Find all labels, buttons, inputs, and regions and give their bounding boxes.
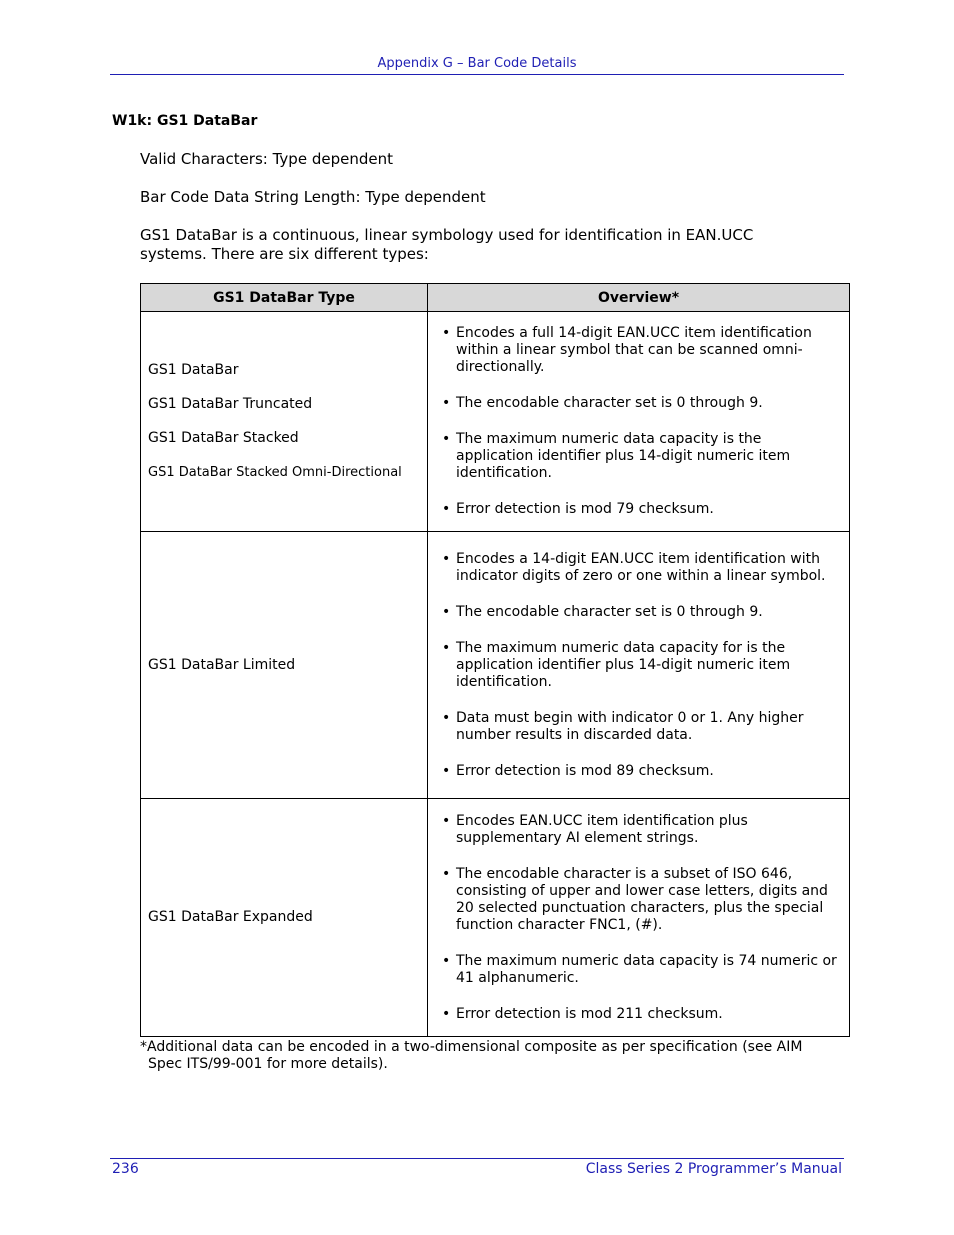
type-cell	[141, 799, 428, 1037]
page-number: 236	[112, 1161, 139, 1177]
bullet-text: Error detection is mod 211 checksum.	[456, 1005, 723, 1022]
bullet-icon: •	[442, 325, 451, 341]
list-item	[442, 395, 841, 412]
intro-paragraph	[140, 226, 820, 264]
overview-cell	[428, 312, 850, 532]
bullet-icon: •	[442, 395, 451, 411]
table-row	[141, 799, 850, 1037]
bullet-text: Error detection is mod 89 checksum.	[456, 762, 714, 779]
type-name: GS1 DataBar Expanded	[148, 909, 313, 925]
overview-cell	[428, 799, 850, 1037]
overview-list	[428, 813, 849, 1023]
bullet-text: Data must begin with indicator 0 or 1. Any higher number results in discarded data.	[456, 709, 804, 743]
section-heading: W1k: GS1 DataBar	[112, 113, 258, 129]
type-name: GS1 DataBar Truncated	[148, 396, 313, 412]
column-header-overview: Overview*	[428, 284, 850, 312]
table-header-row	[141, 284, 850, 312]
bullet-text: The encodable character set is 0 through 9.	[456, 603, 763, 620]
list-item	[442, 763, 841, 780]
bullet-icon: •	[442, 865, 451, 882]
running-header: Appendix G – Bar Code Details	[377, 56, 577, 71]
type-cell	[141, 532, 428, 799]
type-cell	[141, 312, 428, 532]
bullet-text: The maximum numeric data capacity for is the application identifier plus 14-digit numeric item identification.	[456, 639, 791, 690]
bullet-icon: •	[442, 762, 451, 779]
list-item	[442, 431, 841, 482]
list-item	[442, 710, 841, 744]
bullet-icon: •	[442, 1005, 451, 1022]
type-name: GS1 DataBar Stacked	[148, 430, 299, 446]
table-footnote	[140, 1039, 830, 1073]
header-rule	[110, 74, 844, 75]
type-name: GS1 DataBar Limited	[148, 656, 296, 673]
bullet-text: The maximum numeric data capacity is the application identifier plus 14-digit numeric item identification.	[456, 431, 791, 481]
overview-list	[428, 551, 849, 780]
intro-line-2: systems. There are six different types:	[140, 245, 429, 263]
table-row	[141, 532, 850, 799]
bullet-icon: •	[442, 501, 451, 517]
bullet-icon: •	[442, 812, 451, 829]
bullet-icon: •	[442, 709, 451, 726]
table-row	[141, 312, 850, 532]
footer-rule	[110, 1158, 844, 1159]
bullet-text: The maximum numeric data capacity is 74 numeric or 41 alphanumeric.	[456, 952, 837, 986]
bullet-icon: •	[442, 639, 451, 656]
list-item	[442, 501, 841, 518]
bullet-text: Encodes EAN.UCC item identification plus supplementary AI element strings.	[456, 812, 748, 846]
list-item	[442, 866, 841, 934]
manual-title: Class Series 2 Programmer’s Manual	[585, 1161, 842, 1177]
list-item	[442, 953, 841, 987]
list-item	[442, 325, 841, 376]
bullet-icon: •	[442, 603, 451, 620]
bullet-icon: •	[442, 952, 451, 969]
footnote-line-1: *Additional data can be encoded in a two-dimensional composite as per specification (see AIM	[140, 1039, 803, 1055]
bullet-text: Encodes a 14-digit EAN.UCC item identification with indicator digits of zero or one within a linear symbol.	[456, 550, 826, 584]
column-header-type: GS1 DataBar Type	[141, 284, 428, 312]
overview-list	[428, 325, 849, 518]
bullet-icon: •	[442, 550, 451, 567]
list-item	[442, 640, 841, 691]
valid-characters-text: Valid Characters: Type dependent	[140, 150, 393, 168]
bullet-text: Encodes a full 14-digit EAN.UCC item identification within a linear symbol that can be scanned omni-directionally.	[456, 325, 812, 375]
bullet-text: Error detection is mod 79 checksum.	[456, 501, 714, 517]
data-length-text: Bar Code Data String Length: Type dependent	[140, 188, 486, 206]
list-item	[442, 604, 841, 621]
bullet-text: The encodable character set is 0 through 9.	[456, 395, 763, 411]
list-item	[442, 813, 841, 847]
overview-cell	[428, 532, 850, 799]
databar-types-table	[140, 283, 850, 1037]
type-name: GS1 DataBar	[148, 362, 239, 378]
list-item	[442, 1006, 841, 1023]
intro-line-1: GS1 DataBar is a continuous, linear symbology used for identification in EAN.UCC	[140, 226, 754, 244]
bullet-text: The encodable character is a subset of ISO 646, consisting of upper and lower case letters, digits and 20 selected punctuation characters, plus the special function character FNC1, (#).	[456, 865, 828, 933]
bullet-icon: •	[442, 431, 451, 447]
list-item	[442, 551, 841, 585]
footnote-line-2: Spec ITS/99-001 for more details).	[148, 1056, 388, 1072]
type-name: GS1 DataBar Stacked Omni-Directional	[148, 465, 402, 480]
